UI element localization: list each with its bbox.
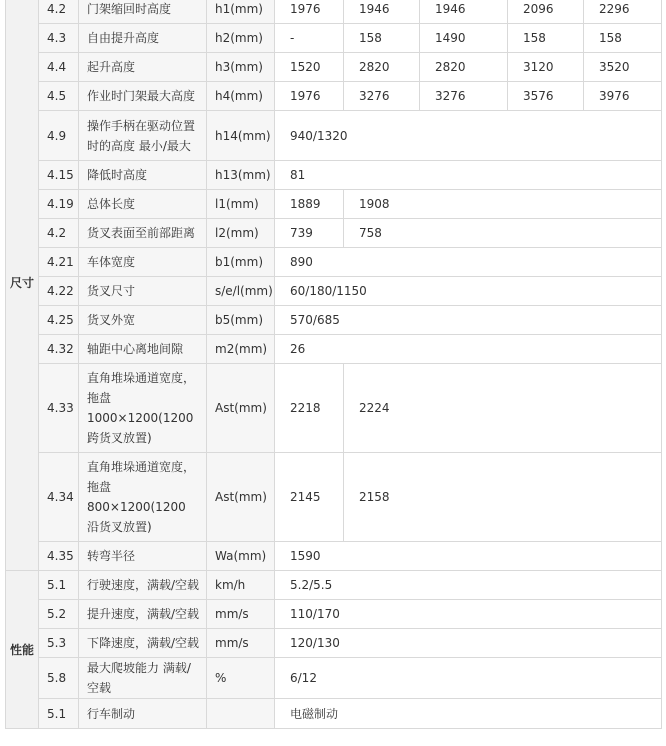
item-number: 4.15 [39,161,79,190]
item-number: 4.34 [39,453,79,542]
table-row [6,277,662,306]
value-cell: 158 [508,24,584,53]
table-row [6,335,662,364]
item-name-text: 货叉尺寸 [87,284,136,298]
value-cell: 3520 [584,53,662,82]
item-name-text: 下降速度，满载/空载 [87,636,200,650]
value-cell: 3120 [508,53,584,82]
table-row [6,542,662,571]
item-name-text: 操作手柄在驱动位置时的高度 最小/最大 [87,118,196,153]
group-label-performance: 性能 [6,571,39,729]
value-cell: 电磁制动 [275,699,662,729]
item-symbol: h14(mm) [207,111,275,161]
item-name-text: 轴距中心离地间隙 [87,342,184,356]
table-row [6,364,662,453]
item-name [79,219,207,248]
item-name [79,277,207,306]
item-symbol: h3(mm) [207,53,275,82]
item-number: 5.2 [39,600,79,629]
value-cell: 2218 [275,364,344,453]
item-symbol: b1(mm) [207,248,275,277]
item-number: 4.21 [39,248,79,277]
item-name-text: 直角堆垛通道宽度，拖盘1000×1200(1200跨货叉放置) [87,371,196,445]
table-row [6,306,662,335]
value-cell: 1946 [420,0,508,24]
table-row [6,248,662,277]
value-cell: 570/685 [275,306,662,335]
item-number: 5.8 [39,658,79,699]
value-cell: 1520 [275,53,344,82]
item-name [79,161,207,190]
item-name-text: 降低时高度 [87,168,148,182]
item-number: 4.4 [39,53,79,82]
item-name-text: 货叉表面至前部距离 [87,226,196,240]
table-row [6,658,662,699]
value-cell: 60/180/1150 [275,277,662,306]
item-name-text: 提升速度，满载/空载 [87,607,200,621]
item-number: 4.25 [39,306,79,335]
value-cell: 2224 [344,364,662,453]
item-name [79,111,207,161]
item-number: 5.1 [39,571,79,600]
item-number: 4.3 [39,24,79,53]
item-symbol: s/e/l(mm) [207,277,275,306]
item-name [79,190,207,219]
item-symbol: h4(mm) [207,82,275,111]
item-name [79,306,207,335]
table-row [6,219,662,248]
item-name-text: 转弯半径 [87,549,136,563]
item-symbol: l2(mm) [207,219,275,248]
item-number: 5.1 [39,699,79,729]
item-name-text: 门架缩回时高度 [87,2,172,16]
value-cell: 158 [344,24,420,53]
value-cell: 2820 [344,53,420,82]
item-symbol: h13(mm) [207,161,275,190]
value-cell: 1976 [275,0,344,24]
value-cell: 110/170 [275,600,662,629]
table-row [6,161,662,190]
item-symbol: mm/s [207,600,275,629]
item-name [79,82,207,111]
value-cell: 3276 [344,82,420,111]
value-cell: 2820 [420,53,508,82]
item-name-text: 直角堆垛通道宽度，拖盘800×1200(1200沿货叉放置) [87,460,196,534]
item-name [79,24,207,53]
item-name-text: 作业时门架最大高度 [87,89,196,103]
item-name-text: 行车制动 [87,706,136,721]
item-number: 5.3 [39,629,79,658]
item-name [79,571,207,600]
item-name [79,542,207,571]
item-name [79,53,207,82]
value-cell: 6/12 [275,658,662,699]
table-row [6,600,662,629]
value-cell: 1889 [275,190,344,219]
table-row [6,453,662,542]
item-symbol: h1(mm) [207,0,275,24]
item-name-text: 货叉外宽 [87,313,136,327]
item-name-text: 自由提升高度 [87,31,160,45]
item-symbol [207,699,275,729]
value-cell: 739 [275,219,344,248]
table-row [6,0,662,24]
table-row [6,53,662,82]
item-symbol: b5(mm) [207,306,275,335]
value-cell: 1946 [344,0,420,24]
value-cell: 2145 [275,453,344,542]
item-symbol: km/h [207,571,275,600]
table-row [6,571,662,600]
item-symbol: Wa(mm) [207,542,275,571]
item-symbol: mm/s [207,629,275,658]
item-name-text: 总体长度 [87,197,136,211]
value-cell: 1590 [275,542,662,571]
item-name [79,600,207,629]
item-symbol: m2(mm) [207,335,275,364]
item-number: 4.2 [39,0,79,24]
value-cell: 1976 [275,82,344,111]
item-symbol: h2(mm) [207,24,275,53]
item-name [79,0,207,24]
item-name-text: 车体宽度 [87,255,136,269]
item-name [79,248,207,277]
item-name [79,453,207,542]
item-number: 4.2 [39,219,79,248]
value-cell: 2158 [344,453,662,542]
item-name-text: 起升高度 [87,60,136,74]
value-cell: - [275,24,344,53]
item-number: 4.19 [39,190,79,219]
value-cell: 81 [275,161,662,190]
value-cell: 940/1320 [275,111,662,161]
item-number: 4.33 [39,364,79,453]
spec-table [5,0,662,729]
item-symbol: % [207,658,275,699]
item-name [79,364,207,453]
value-cell: 158 [584,24,662,53]
item-name [79,629,207,658]
value-cell: 3976 [584,82,662,111]
group-label-size: 尺寸 [6,0,39,571]
value-cell: 1908 [344,190,662,219]
table-row [6,699,662,729]
item-number: 4.22 [39,277,79,306]
table-row [6,111,662,161]
value-cell: 120/130 [275,629,662,658]
item-name [79,699,207,729]
value-cell: 758 [344,219,662,248]
value-cell: 3276 [420,82,508,111]
item-name [79,658,207,699]
item-number: 4.5 [39,82,79,111]
item-number: 4.9 [39,111,79,161]
table-row [6,629,662,658]
table-row [6,82,662,111]
value-cell: 1490 [420,24,508,53]
item-number: 4.35 [39,542,79,571]
table-row [6,24,662,53]
item-name [79,335,207,364]
value-cell: 26 [275,335,662,364]
value-cell: 2296 [584,0,662,24]
item-name-text: 最大爬坡能力 满载/空载 [87,661,191,695]
table-row [6,190,662,219]
value-cell: 2096 [508,0,584,24]
item-number: 4.32 [39,335,79,364]
value-cell: 5.2/5.5 [275,571,662,600]
value-cell: 890 [275,248,662,277]
spec-table-body [6,0,662,729]
item-symbol: l1(mm) [207,190,275,219]
item-name-text: 行驶速度，满载/空载 [87,578,200,592]
value-cell: 3576 [508,82,584,111]
item-symbol: Ast(mm) [207,453,275,542]
item-symbol: Ast(mm) [207,364,275,453]
